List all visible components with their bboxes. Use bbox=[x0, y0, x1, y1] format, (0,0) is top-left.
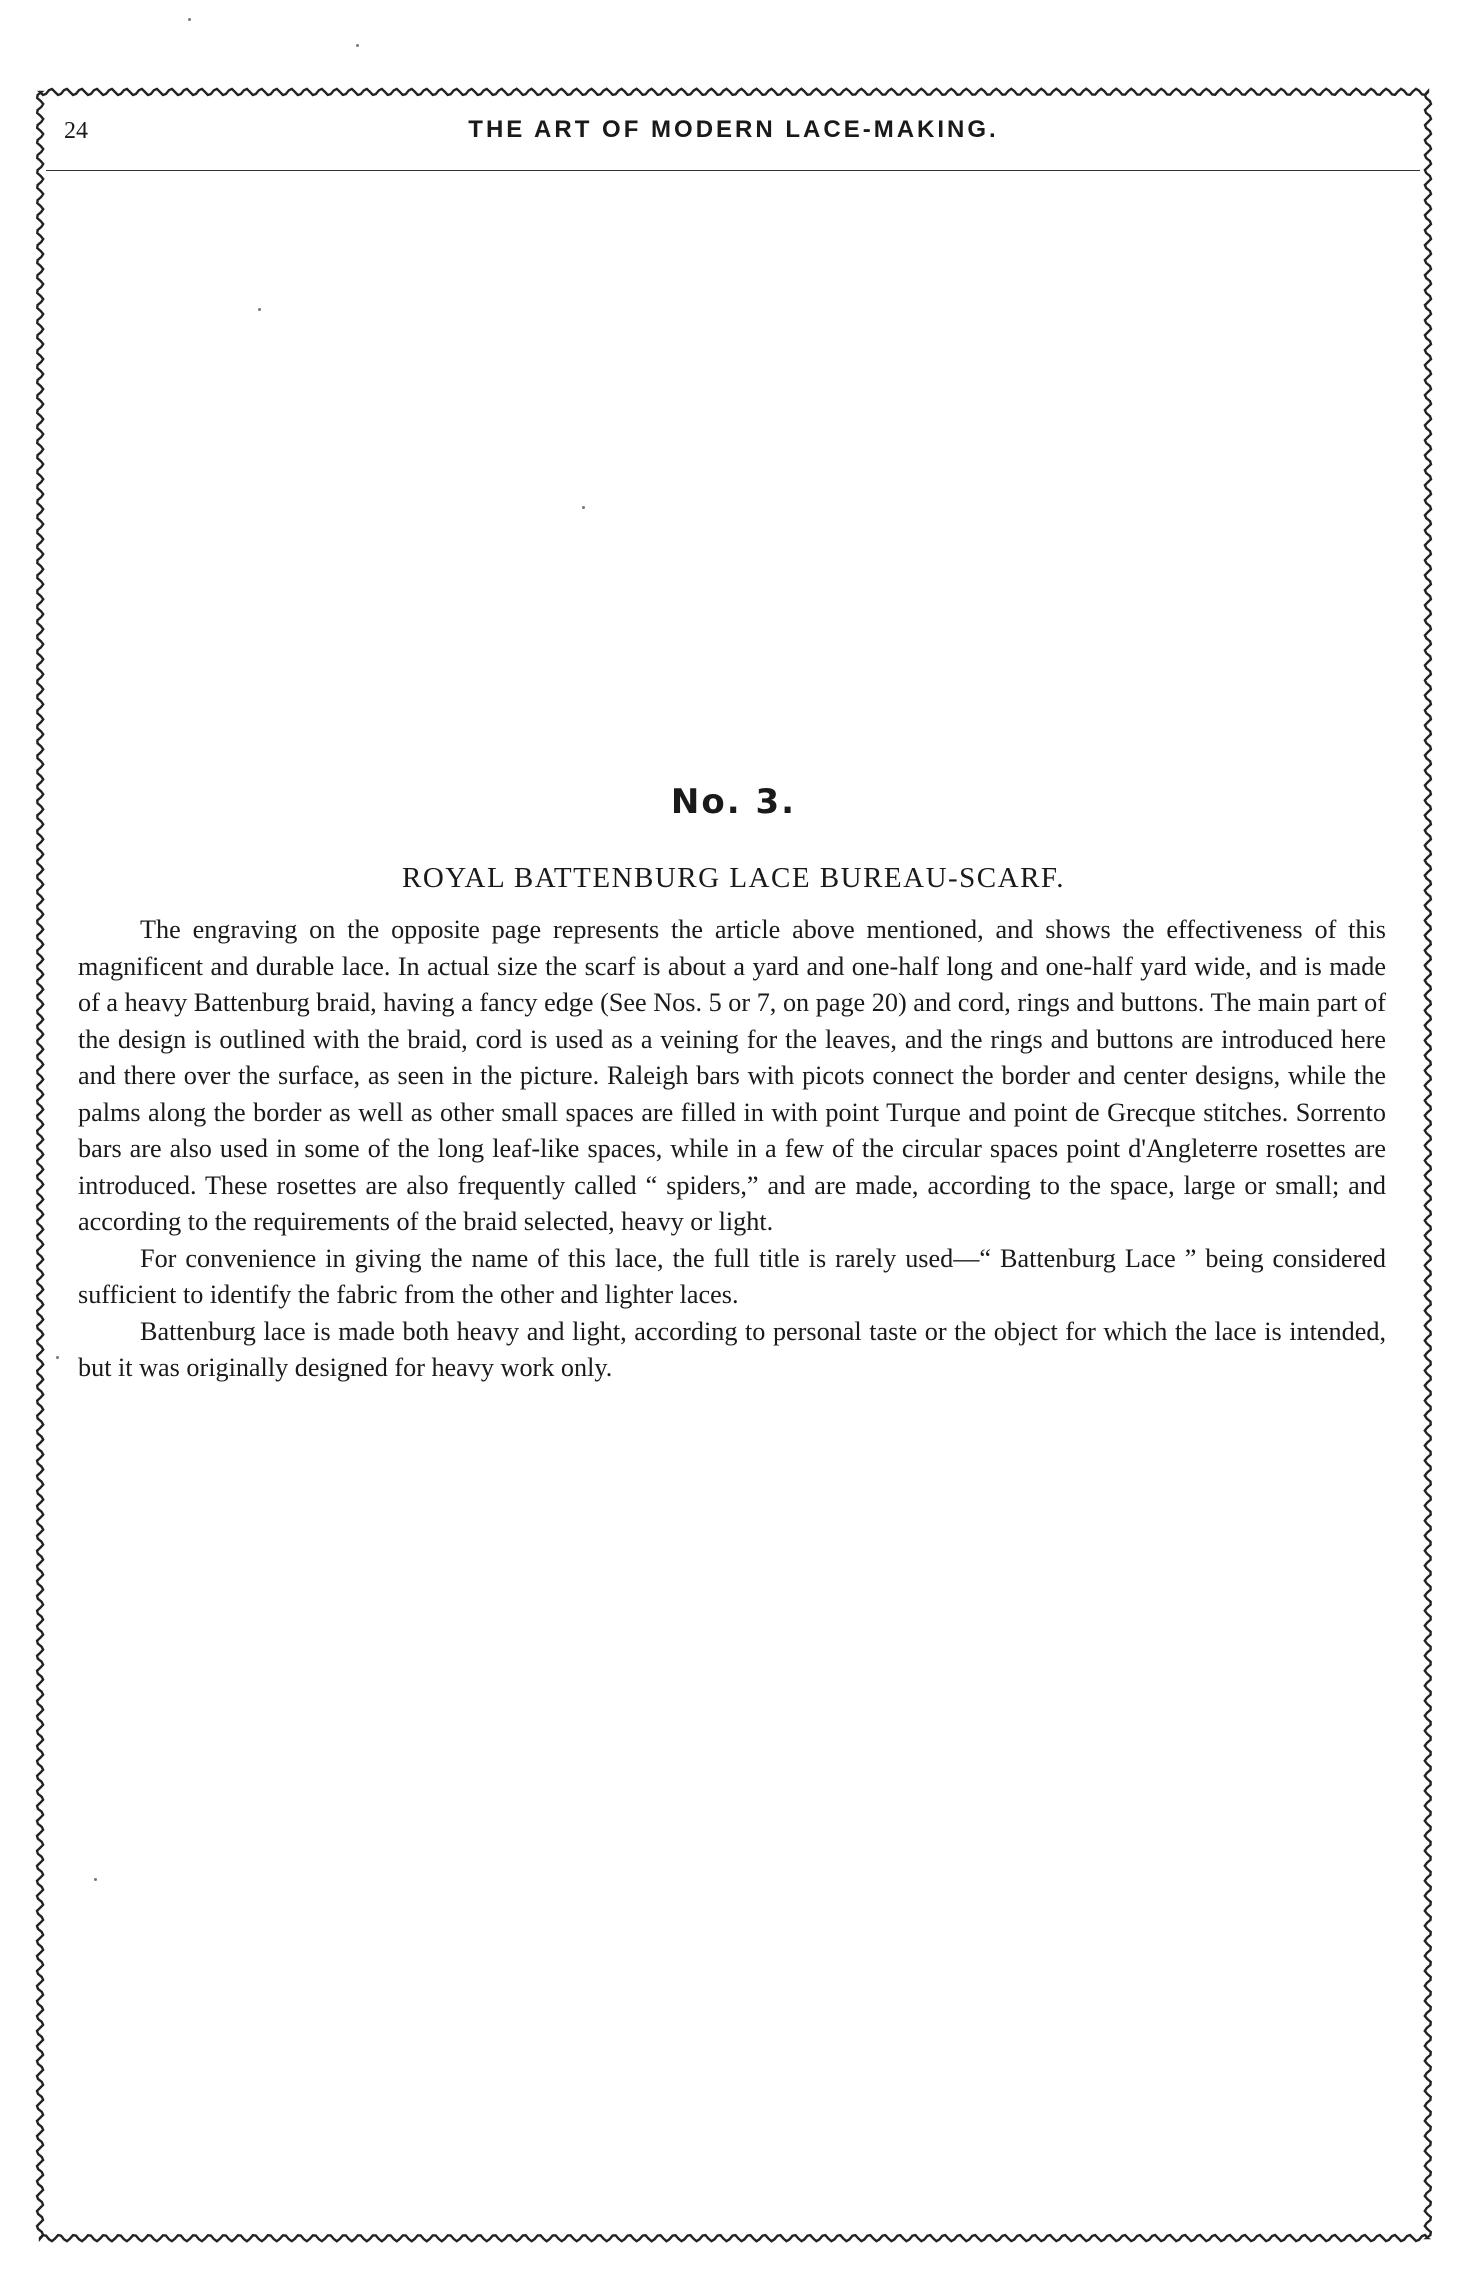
stray-mark bbox=[356, 44, 359, 47]
section-title: ROYAL BATTENBURG LACE BUREAU-SCARF. bbox=[402, 862, 1065, 894]
stray-mark bbox=[258, 308, 261, 311]
stray-mark bbox=[188, 18, 191, 21]
body-text bbox=[78, 912, 1386, 1387]
paragraph-2: For convenience in giving the name of this lace, the full title is rarely used—“ Battenburg Lace ” being considered sufficient to identify the fabric from the other and lighter laces. bbox=[78, 1243, 1386, 1309]
paragraph-1: The engraving on the opposite page represents the article above mentioned, and shows the effectiveness of this magnificent and durable lace. In actual size the scarf is about a yard and one-half long and one-half yard wide, and is made of a heavy Battenburg braid, having a fancy edge (See Nos. 5 or 7, on page 20) and cord, rings and buttons. The main part of the design is outlined with the braid, cord is used as a veining for the leaves, and the rings and buttons are introduced here and there over the surface, as seen in the picture. Raleigh bars with picots connect the border and center designs, while the palms along the border as well as other small spaces are filled in with point Turque and point de Grecque stitches. Sorrento bars are also used in some of the long leaf-like spaces, while in a few of the circular spaces point d'Angleterre rosettes are introduced. These rosettes are also frequently called “ spiders,” and are made, according to the space, large or small; and according to the requirements of the braid selected, heavy or light. bbox=[78, 915, 1386, 1236]
paragraph-3: Battenburg lace is made both heavy and light, according to personal taste or the object for which the lace is intended, but it was originally designed for heavy work only. bbox=[78, 1316, 1386, 1382]
section-number: No. 3. bbox=[670, 782, 797, 822]
header-rule bbox=[46, 170, 1420, 171]
stray-mark bbox=[56, 1356, 59, 1359]
stray-mark bbox=[582, 506, 585, 509]
page-number: 24 bbox=[64, 118, 88, 144]
running-title: THE ART OF MODERN LACE-MAKING. bbox=[468, 116, 999, 143]
stray-mark bbox=[94, 1878, 97, 1881]
